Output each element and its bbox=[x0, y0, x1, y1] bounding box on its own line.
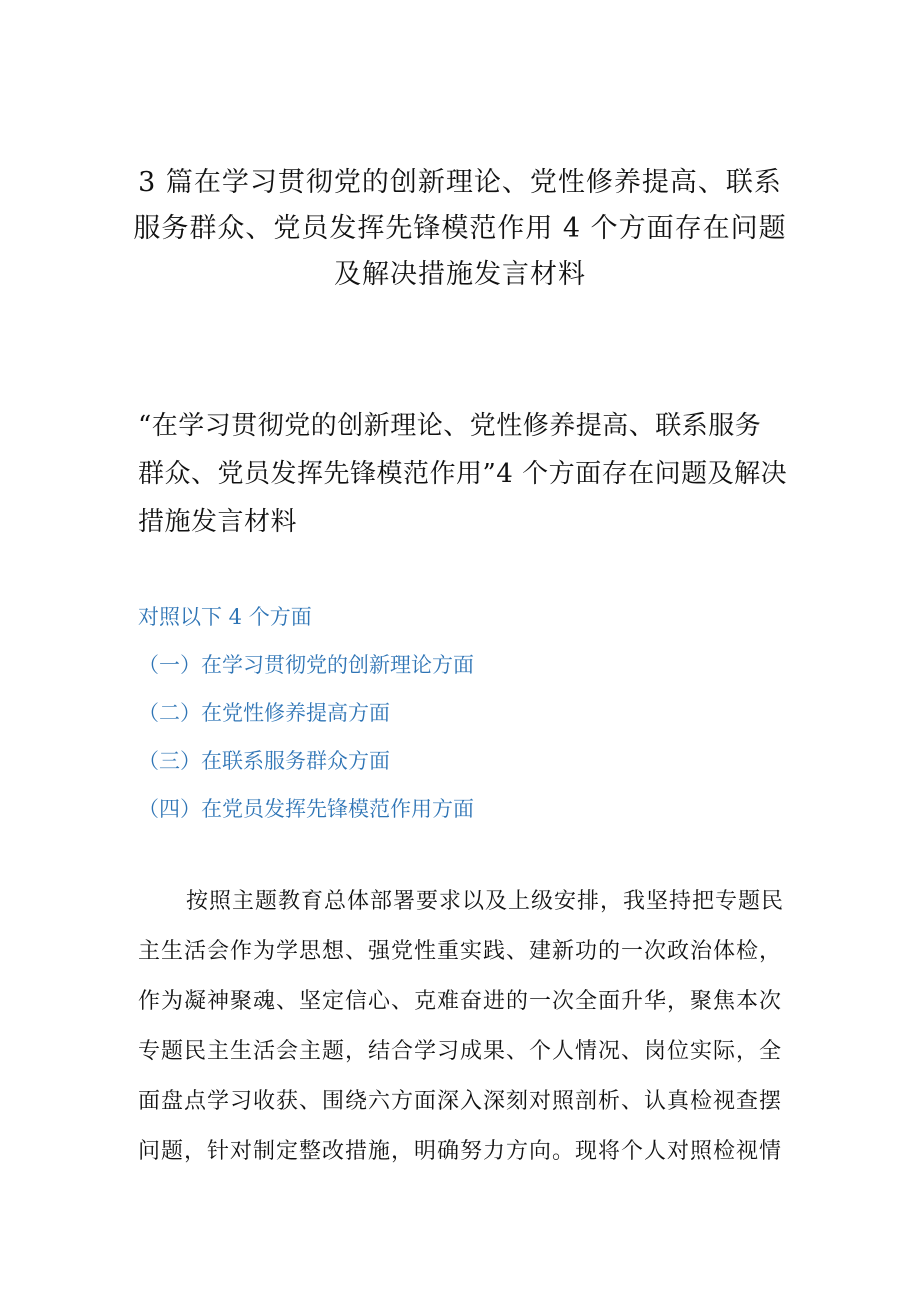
title-line: 服务群众、党员发挥先锋模范作用 4 个方面存在问题 bbox=[133, 213, 787, 244]
body-line: 作为凝神聚魂、坚定信心、克难奋进的一次全面升华，聚焦本次 bbox=[138, 989, 783, 1014]
body-paragraph bbox=[138, 877, 790, 1177]
aspects-list bbox=[138, 593, 798, 833]
aspect-item: （二）在党性修养提高方面 bbox=[138, 701, 390, 725]
body-line: 主生活会作为学思想、强党性重实践、建新功的一次政治体检， bbox=[138, 939, 783, 964]
subtitle-line: “在学习贯彻党的创新理论、党性修养提高、联系服务 bbox=[138, 411, 762, 441]
body-line: 专题民主生活会主题，结合学习成果、个人情况、岗位实际，全 bbox=[138, 1039, 783, 1064]
document-subtitle bbox=[138, 402, 798, 546]
body-line: 面盘点学习收获、围绕六方面深入深刻对照剖析、认真检视查摆 bbox=[138, 1089, 783, 1114]
title-line: 3 篇在学习贯彻党的创新理论、党性修养提高、联系 bbox=[138, 167, 782, 198]
aspect-item: （一）在学习贯彻党的创新理论方面 bbox=[138, 653, 474, 677]
aspect-item: （三）在联系服务群众方面 bbox=[138, 749, 390, 773]
body-line: 问题，针对制定整改措施，明确努力方向。现将个人对照检视情 bbox=[138, 1139, 783, 1164]
document-title bbox=[120, 160, 800, 298]
subtitle-line: 措施发言材料 bbox=[138, 507, 298, 537]
aspects-heading: 对照以下 4 个方面 bbox=[138, 605, 312, 629]
aspect-item: （四）在党员发挥先锋模范作用方面 bbox=[138, 797, 474, 821]
body-line: 按照主题教育总体部署要求以及上级安排，我坚持把专题民 bbox=[186, 889, 785, 914]
title-line: 及解决措施发言材料 bbox=[334, 259, 586, 290]
subtitle-line: 群众、党员发挥先锋模范作用”4 个方面存在问题及解决 bbox=[138, 459, 788, 489]
